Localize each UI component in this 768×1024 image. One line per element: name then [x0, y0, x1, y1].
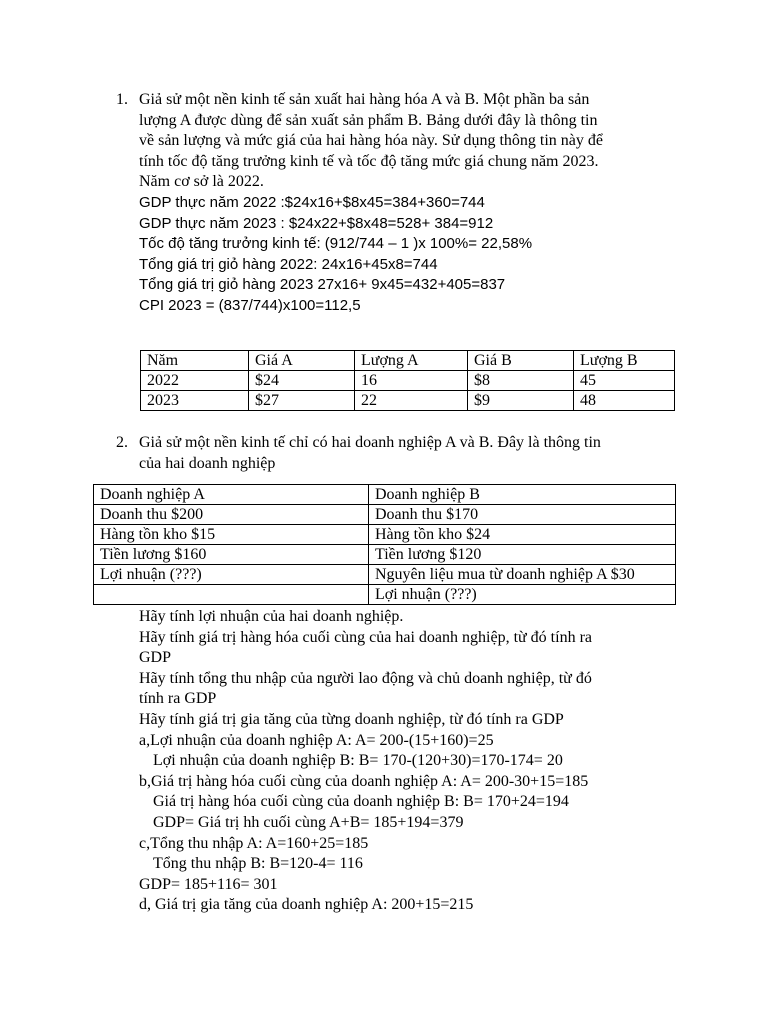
question-1-line: về sản lượng và mức giá của hai hàng hóa này. Sử dụng thông tin này để [139, 132, 603, 150]
question-2-answer-line: Tổng thu nhập B: B=120-4= 116 [153, 855, 363, 873]
table-header-cell: Giá B [468, 351, 574, 371]
table-cell: Doanh thu $170 [369, 505, 676, 525]
table-cell: 45 [574, 371, 675, 391]
question-1-line: tính tốc độ tăng trưởng kinh tế và tốc độ tăng mức giá chung năm 2023. [139, 152, 599, 170]
question-2-answer-line: GDP [139, 649, 172, 667]
table-row [94, 545, 676, 565]
table-cell: $9 [468, 391, 574, 411]
table-header-cell: Lượng A [355, 351, 468, 371]
question-1-line: lượng A được dùng để sản xuất sản phẩm B. Bảng dưới đây là thông tin [139, 111, 598, 129]
table-cell: 16 [355, 371, 468, 391]
question-1-answer-line: Tổng giá trị giỏ hàng 2022: 24x16+45x8=744 [139, 255, 438, 273]
question-1-line: Giả sử một nền kinh tế sản xuất hai hàng hóa A và B. Một phần ba sản [139, 91, 590, 108]
table-cell: Tiền lương $120 [369, 545, 676, 565]
question-2-table [93, 484, 676, 605]
table-cell: Doanh nghiệp A [94, 485, 369, 505]
question-2-text [139, 433, 601, 474]
question-1-number: 1. [116, 91, 128, 108]
table-cell: $27 [249, 391, 355, 411]
question-1-answer-line: Tốc độ tăng trưởng kinh tế: (912/744 – 1 )x 100%= 22,58% [139, 235, 533, 253]
question-1-table [140, 350, 675, 411]
table-cell: Hàng tồn kho $24 [369, 525, 676, 545]
table-row [141, 391, 675, 411]
question-2-number: 2. [116, 434, 128, 451]
table-cell: Nguyên liệu mua từ doanh nghiệp A $30 [369, 565, 676, 585]
table-row [94, 585, 676, 605]
question-1-text [139, 90, 603, 317]
table-row [94, 505, 676, 525]
table-cell: 48 [574, 391, 675, 411]
question-1-line: Năm cơ sở là 2022. [139, 173, 264, 191]
table-cell: Hàng tồn kho $15 [94, 525, 369, 545]
table-cell: 2022 [141, 371, 249, 391]
question-2-line: Giả sử một nền kinh tế chỉ có hai doanh nghiệp A và B. Đây là thông tin [139, 434, 601, 451]
table-header-cell: Giá A [249, 351, 355, 371]
table-cell: Doanh nghiệp B [369, 485, 676, 505]
question-2-answer-line: b,Giá trị hàng hóa cuối cùng của doanh nghiệp A: A= 200-30+15=185 [139, 772, 589, 790]
table-cell [94, 585, 369, 605]
question-2-answer-line: c,Tổng thu nhập A: A=160+25=185 [139, 834, 369, 852]
table-header-cell: Lượng B [574, 351, 675, 371]
table-cell: $8 [468, 371, 574, 391]
question-2-answer-line: a,Lợi nhuận của doanh nghiệp A: A= 200-(15+160)=25 [139, 731, 494, 749]
table-cell: Lợi nhuận (???) [94, 565, 369, 585]
table-row [94, 485, 676, 505]
question-2-answer-line: Hãy tính tổng thu nhập của người lao động và chủ doanh nghiệp, từ đó [139, 669, 592, 687]
question-2-answer-line: Hãy tính lợi nhuận của hai doanh nghiệp. [139, 608, 404, 625]
table-header-row [141, 351, 675, 371]
question-2-answer-line: GDP= 185+116= 301 [139, 875, 278, 893]
table-cell: Lợi nhuận (???) [369, 585, 676, 605]
question-2-answer-line: Giá trị hàng hóa cuối cùng của doanh nghiệp B: B= 170+24=194 [153, 793, 569, 811]
table-cell: 22 [355, 391, 468, 411]
question-2-answer-line: d, Giá trị gia tăng của doanh nghiệp A: 200+15=215 [139, 896, 474, 914]
table-cell: 2023 [141, 391, 249, 411]
question-2-answer-line: GDP= Giá trị hh cuối cùng A+B= 185+194=379 [153, 813, 464, 831]
question-2-line: của hai doanh nghiệp [139, 454, 276, 472]
table-cell: Doanh thu $200 [94, 505, 369, 525]
question-1-answer-line: CPI 2023 = (837/744)x100=112,5 [139, 296, 361, 314]
question-2-answer-line: Hãy tính giá trị gia tăng của từng doanh nghiệp, từ đó tính ra GDP [139, 710, 564, 728]
question-1-answer-line: GDP thực năm 2023 : $24x22+$8x48=528+ 384=912 [139, 214, 494, 232]
question-2-answer-line: Lợi nhuận của doanh nghiệp B: B= 170-(120+30)=170-174= 20 [153, 752, 563, 770]
question-1-answer-line: GDP thực năm 2022 :$24x16+$8x45=384+360=744 [139, 193, 485, 211]
question-1-answer-line: Tổng giá trị giỏ hàng 2023 27x16+ 9x45=432+405=837 [139, 276, 506, 294]
question-2-answers [139, 607, 592, 916]
table-header-cell: Năm [141, 351, 249, 371]
table-cell: $24 [249, 371, 355, 391]
question-2-answer-line: tính ra GDP [139, 690, 217, 708]
table-row [141, 371, 675, 391]
table-row [94, 565, 676, 585]
table-cell: Tiền lương $160 [94, 545, 369, 565]
question-2-answer-line: Hãy tính giá trị hàng hóa cuối cùng của hai doanh nghiệp, từ đó tính ra [139, 628, 592, 646]
table-row [94, 525, 676, 545]
